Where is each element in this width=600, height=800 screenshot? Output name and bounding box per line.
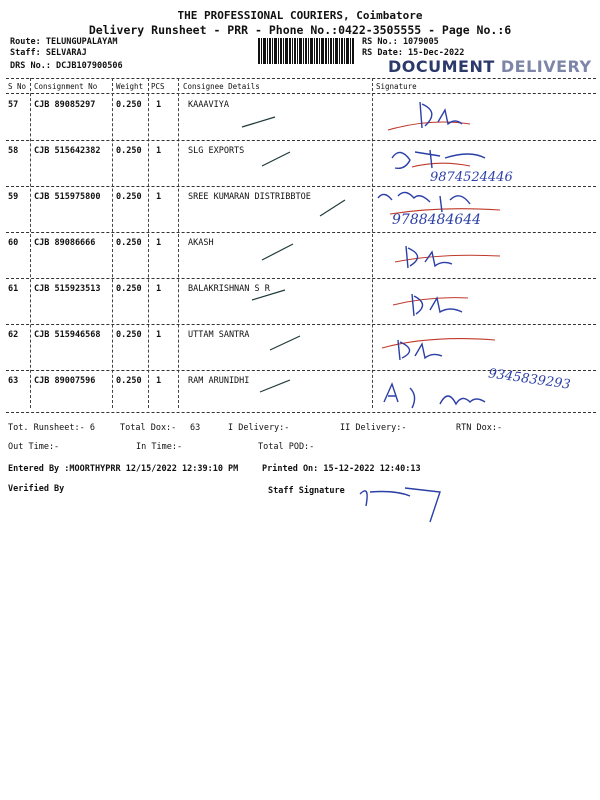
row-consignee: RAM ARUNIDHI (188, 376, 250, 386)
row-pcs: 1 (156, 192, 162, 202)
rs-date: RS Date: 15-Dec-2022 (362, 48, 465, 58)
row-consignee: SREE KUMARAN DISTRIBBTOE (188, 192, 311, 202)
row-consignment: CJB 515975800 (34, 192, 101, 202)
col-pcs: PCS (151, 82, 165, 91)
runsheet-subtitle: Delivery Runsheet - PRR - Phone No.:0422-3505555 - Page No.:6 (88, 23, 512, 37)
row-sno: 60 (8, 238, 19, 248)
row-pcs: 1 (156, 146, 162, 156)
col-consignment: Consignment No (34, 82, 98, 91)
staff-signature-label: Staff Signature (268, 486, 345, 496)
row-pcs: 1 (156, 376, 162, 386)
row-sno: 59 (8, 192, 19, 202)
stamp-main-text: DOCUMENT (388, 57, 495, 76)
col-signature: Signature (376, 82, 417, 91)
row-consignment: CJB 89085297 (34, 100, 96, 110)
row-consignment: CJB 89007596 (34, 376, 96, 386)
row-pcs: 1 (156, 284, 162, 294)
row-consignee: AKASH (188, 238, 214, 248)
printed-on: Printed On: 15-12-2022 12:40:13 (262, 464, 421, 474)
row-consignment: CJB 89086666 (34, 238, 96, 248)
handwritten-phone: 9788484644 (392, 212, 482, 228)
col-weight: Weight (116, 82, 144, 91)
rtn-dox: RTN Dox:- (456, 423, 503, 433)
stamp-faded-text: DELIVERY (500, 57, 592, 76)
row-weight: 0.250 (116, 192, 142, 202)
row-sno: 61 (8, 284, 19, 294)
row-pcs: 1 (156, 330, 162, 340)
col-sno: S No (8, 82, 27, 91)
i-delivery: I Delivery:- (228, 423, 290, 433)
row-pcs: 1 (156, 238, 162, 248)
row-consignment: CJB 515642382 (34, 146, 101, 156)
row-sno: 63 (8, 376, 19, 386)
row-consignee: SLG EXPORTS (188, 146, 245, 156)
col-consignee: Consignee Details (183, 82, 260, 91)
handwritten-phone: 9345839293 (487, 366, 572, 393)
row-weight: 0.250 (116, 146, 142, 156)
row-weight: 0.250 (116, 330, 142, 340)
tot-runsheet: Tot. Runsheet:- 6 (8, 423, 95, 433)
drs-number: DRS No.: DCJB107900506 (10, 61, 123, 71)
route-label: Route: TELUNGUPALAYAM (10, 37, 118, 47)
staff-label: Staff: SELVARAJ (10, 48, 87, 58)
verified-by: Verified By (8, 484, 65, 494)
row-weight: 0.250 (116, 100, 142, 110)
rs-number: RS No.: 1079005 (362, 37, 439, 47)
row-consignee: KAAAVIYA (188, 100, 229, 110)
row-consignee: UTTAM SANTRA (188, 330, 250, 340)
row-sno: 57 (8, 100, 19, 110)
row-consignment: CJB 515923513 (34, 284, 101, 294)
total-dox-value: 63 (190, 423, 201, 433)
in-time: In Time:- (136, 442, 183, 452)
handwritten-phone: 9874524446 (430, 170, 513, 185)
total-pod: Total POD:- (258, 442, 315, 452)
row-consignment: CJB 515946568 (34, 330, 101, 340)
row-pcs: 1 (156, 100, 162, 110)
company-title: THE PROFESSIONAL COURIERS, Coimbatore (177, 9, 423, 22)
row-sno: 58 (8, 146, 19, 156)
row-weight: 0.250 (116, 376, 142, 386)
row-weight: 0.250 (116, 284, 142, 294)
total-dox-label: Total Dox:- (120, 423, 177, 433)
ii-delivery: II Delivery:- (340, 423, 407, 433)
out-time: Out Time:- (8, 442, 60, 452)
row-weight: 0.250 (116, 238, 142, 248)
entered-by: Entered By :MOORTHYPRR 12/15/2022 12:39:10 PM (8, 464, 239, 474)
row-sno: 62 (8, 330, 19, 340)
row-consignee: BALAKRISHNAN S R (188, 284, 270, 294)
